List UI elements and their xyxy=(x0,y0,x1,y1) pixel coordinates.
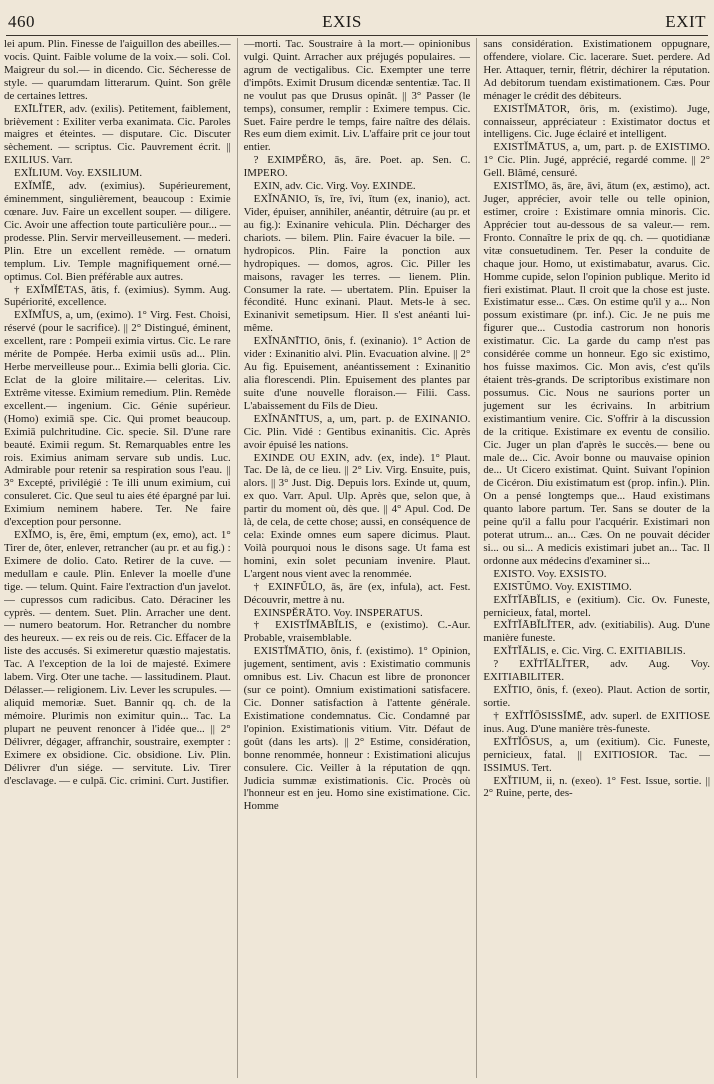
dictionary-entry: EXĪLĬTER, adv. (exilis). Petitement, faiblement, brièvement : Exiliter verba exanimata. Cic. Paroles maigres et éteintes. — disputare. Cic. Discuter sèchement. — scriptus. Cic. Pauvrement écrit. || EXILIUS. Varr. xyxy=(4,102,231,167)
column-right xyxy=(483,38,710,1078)
header-rule xyxy=(6,35,708,36)
dictionary-entry: † EXINFŬLO, ās, āre (ex, infula), act. Fest. Découvrir, mettre à nu. xyxy=(243,580,471,606)
dictionary-entry: EXISTO. Voy. EXSISTO. xyxy=(493,567,607,580)
dictionary-entry: EXISTĬMĀTOR, ōris, m. (existimo). Juge, connaisseur, appréciateur : Existimator doctus et intelligens. Cic. Juge éclairé et intelligent. xyxy=(483,102,710,141)
dictionary-entry: EXĬNĀNIO, īs, īre, īvi, ītum (ex, inanio), act. Vider, épuiser, annihiler, anéantir, détruire (au pr. et au fig.): Exinanire vehicula. Plin. Décharger des chariots. — bilem. Plin. Faire évacuer la bile. — hydropicos. Plin. Faire la ponction aux hydropiques. — domos, agros. Cic. Piller les maisons, ravager les terres. — lienem. Plin. Consumer la rate. — ubertatem. Plin. Epuiser la fécondité. Hunc exinani. Plaut. Mets-le à sec. Exinanivit semetipsum. Hier. Il s'est anéanti lui-même. xyxy=(243,193,471,335)
dictionary-entry: † EXĬMĬĒTAS, ātis, f. (eximius). Symm. Aug. Supériorité, excellence. xyxy=(4,283,231,309)
dictionary-entry: EXĬTĬĀBĬLIS, e (exitium). Cic. Ov. Funeste, pernicieux, fatal, mortel. xyxy=(483,593,710,619)
dictionary-entry: EXĬNĀNĪTUS, a, um, part. p. de EXINANIO. Cic. Plin. Vidé : Gentibus exinanitis. Cic. Après avoir épuisé les nations. xyxy=(243,412,471,451)
entry-continuation: —morti. Tac. Soustraire à la mort.— opinionibus vulgi. Quint. Arracher aux préjugés populaires. — agrum de vectigalibus. Cic. Exempter une terre d'impôts. Eximit Drusum dicendæ sententiæ. Tac. Il ne voulut pas que Drusus opinât. || 3° Passer (le temps), consumer, remplir : Eximere tempus. Cic. Suet. Faire perdre le temps, faire naître des délais. Res eum diem eximit. Liv. L'affaire prit ce jour tout entier. xyxy=(243,38,471,154)
entry-continuation: lei apum. Plin. Finesse de l'aiguillon des abeilles.— vocis. Quint. Faible volume de la voix.— soli. Col. Maigreur du sol.— in dicendo. Cic. Sécheresse de style. — quarumdam litterarum. Quint. Son grêle de certaines lettres. xyxy=(4,38,231,102)
dictionary-entry: † EXĬTĬŌSISSĬMĒ, adv. superl. de EXITIOSE inus. Aug. D'une manière très-funeste. xyxy=(483,709,710,735)
header-right-word: EXIT xyxy=(665,12,706,31)
dictionary-entry: EXĬMĬUS, a, um, (eximo). 1° Virg. Fest. Choisi, réservé (pour le sacrifice). || 2° Distingué, éminent, excellent, rare : Pompeii eximia virtus. Cic. Le rare mérite de Pompée. Herba eximii usūs ad... Plin. Herbe merveilleuse pour... Eximia belli gloria. Cic. Eclat de la gloire militaire.— celeritas. Liv. Extrême vitesse. Eximium remedium. Plin. Remède excellent.— ingenium. Cic. Génie supérieur. (Homo) eximiā spe. Cic. Qui promet beaucoup. Eximiā pulchritudine. Cic. specie. Sil. D'une rare beauté. Eximii regum. St. Remarquables entre les rois. Eximius animam servare sub undis. Luc. Admirable pour retenir sa respiration sous l'eau. || 3° Excepté, privilégié : Te illi unum eximium, cui consuleret. Cic. Que seul tu aies été épargné par lui. Eximium neminem habere. Ter. Ne faire d'exception pour personne. xyxy=(4,309,231,529)
page-number: 460 xyxy=(8,12,35,31)
dictionary-entry: EXIN, adv. Cic. Virg. Voy. EXINDE. xyxy=(253,180,416,193)
dictionary-entry: EXĬTĬĀBĬLĬTER, adv. (exitiabilis). Aug. D'une manière funeste. xyxy=(483,619,710,645)
dictionary-entry: EXĬLIUM. Voy. EXSILIUM. xyxy=(14,167,143,180)
entry-continuation: sans considération. Existimationem oppugnare, offendere, violare. Cic. lacerare. Suet. perdere. Ad Her. Attaquer, ternir, flétrir, déchirer la réputation. Ad debitorum tuendam existimationem. Cæs. Pour ménager le crédit des débiteurs. xyxy=(483,38,710,102)
dictionary-entry: EXISTŬMO. Voy. EXISTIMO. xyxy=(493,580,632,593)
dictionary-entry: EXĬTIUM, ii, n. (exeo). 1° Fest. Issue, sortie. || 2° Ruine, perte, des- xyxy=(483,774,710,800)
column-divider xyxy=(476,38,477,1078)
dictionary-entry: EXĬTĬŌSUS, a, um (exitium). Cic. Funeste, pernicieux, fatal. || EXITIOSIOR. Tac. — ISSIMUS. Tert. xyxy=(483,735,710,774)
dictionary-entry: EXĬTĬĀLIS, e. Cic. Virg. C. EXITIABILIS. xyxy=(493,645,686,658)
dictionary-entry: † EXISTĬMĀBĬLIS, e (existimo). C.-Aur. Probable, vraisemblable. xyxy=(243,619,471,645)
columns xyxy=(4,38,710,1078)
column-middle xyxy=(244,38,471,1078)
dictionary-entry: EXĬMĬĒ, adv. (eximius). Supérieurement, éminemment, singulièrement, beaucoup : Eximie cœnare. Juv. Faire un excellent souper. — diligere. Cic. Avoir une affection toute particulière pour... — prodesse. Plin. Servir merveilleusement. — mederi. Plin. Etre un excellent remède. — ornatum templum. Liv. Temple magnifiquement orné.— optimus. Col. Bien préférable aux autres. xyxy=(4,180,231,283)
dictionary-entry: EXISTĬMO, ās, āre, āvi, ātum (ex, æstimo), act. Juger, apprécier, avoir telle ou telle opinion, estimer, croire : Existimare omnia minoris. Cic. Apprécier tout au-dessous de sa valeur.— rem. Fronto. Connaître le prix de qq. ch. — quotidianæ vitæ consuetudinem. Ter. Peser la conduite de chaque jour. Homo, ut existimabatur, avarus. Cic. Homme cupide, selon l'opinion publique. Merito id fieri existimat. Plaut. Il croit que la chose est juste. Existimatur esse... Cæs. On estime qu'il y a... Non possum existimare (pr. inf.). Cic. Je ne puis me figurer que... Custodia castrorum non honoris existimatur. Cic. La garde du camp n'est pas considérée comme un honneur. Ego sic existimo, hos fuisse maximos. Cic. Mon avis, c'est qu'ils étaient très-grands. De scriptoribus existimare non possumus. Cic. Nous ne saurions porter un jugement sur les écrivains. In arbitrium existimantium venire. Cic. S'offrir à la discussion de la critique. Existimare ex eventu de consilio. Cic. Juger un plan d'après le succès.— bene ou male de... Cic. Avoir bonne ou mauvaise opinion de... Ut Cicero existimat. Quint. Suivant l'opinion de Cicéron. Diu existimatum est (prop. infin.). Plin. On a pensé longtemps que... Haud existimans quanto labore partum. Ter. Sans se douter de la peine qu'il a fallu pour l'acquérir. Existimari non poterat utrum... an... Cæs. On ne pouvait décider si... ou si... A medicis existimari jubet an... Tac. Il ordonne aux médecins d'examiner si... xyxy=(483,180,710,567)
dictionary-entry: ? EXĬTĬĀLĬTER, adv. Aug. Voy. EXITIABILITER. xyxy=(483,658,710,684)
running-header xyxy=(4,2,710,35)
column-left xyxy=(4,38,231,1078)
dictionary-entry: EXINDE OU EXIN, adv. (ex, inde). 1° Plaut. Tac. De là, de ce lieu. || 2° Liv. Virg. Ensuite, puis, alors. || 3° Just. Dig. Depuis lors. Exinde ut, quum, ex quo. Varr. Apul. Ulp. Après que, selon que, à partir du moment où, dès que. || 4° Apul. Cod. De là, de cela, de cette chose; aussi, en conséquence de cela: Exinde omnes eum sapere dicimus. Plaut. Voilà pourquoi nous le disons sage. Ut fama est homini, exin solet pecuniam invenire. Plaut. L'argent nous vient avec la renommée. xyxy=(243,451,471,580)
dictionary-entry: EXĬMO, is, ĕre, ēmi, emptum (ex, emo), act. 1° Tirer de, ôter, enlever, retrancher (au pr. et au fig.) : Eximere de dolio. Cato. Retirer de la cuve. — medullam e caule. Plin. Enlever la moelle d'une tige. — telum. Quint. Faire l'extraction d'un javelot. — cupressos cum radicibus. Cato. Déraciner les cyprès. — dentem. Suet. Plin. Arracher une dent. — numero beatorum. Hor. Retrancher du nombre des heureux. — ex reis ou de reis. Cic. Effacer de la liste des accusés. Si eximeretur quæstio majestatis. Tac. A l'exception de la loi de majesté. Eximere labem. Virg. Oter une tache. — lassitudinem. Plaut. Délasser.— religionem. Liv. Lever les scrupules. — aliquid memoriæ. Suet. Bannir qq. ch. de la mémoire. Plurimis non eximitur quin... Tac. La plupart ne peuvent renoncer à l'idée que... || 2° Délivrer, dégager, affranchir, soustraire, exempter : Eximere ex obsidione. Cic. obsidione. Liv. Plin. Délivrer d'un siége. — servitute. Liv. Tirer d'esclavage. — e culpā. Cic. crimini. Curt. Justifier. xyxy=(4,529,231,787)
dictionary-entry: ? EXIMPĔRO, ās, āre. Poet. ap. Sen. C. IMPERO. xyxy=(243,154,471,180)
dictionary-entry: EXINSPĔRĀTO. Voy. INSPERATUS. xyxy=(253,606,423,619)
dictionary-entry: EXĬTIO, ōnis, f. (exeo). Plaut. Action de sortir, sortie. xyxy=(483,684,710,710)
dictionary-entry: EXISTĬMĀTUS, a, um, part. p. de EXISTIMO. 1° Cic. Plin. Jugé, apprécié, regardé comme. || 2° Gell. Blâmé, censuré. xyxy=(483,141,710,180)
header-center-word: EXIS xyxy=(322,12,362,31)
dictionary-entry: EXISTĬMĀTIO, ōnis, f. (existimo). 1° Opinion, jugement, sentiment, avis : Existimatio communis omnibus est. Liv. Chacun est libre de prononcer (sur ce point). Omnium existimationi satisfacere. Cic. Donner satisfaction à l'attente générale. Existimatione condemnatus. Cic. Condamné par l'opinion. Existimationis vitium. Vitr. Défaut de goût (dans les arts). || 2° Estime, considération, bonne renommée, honneur : Existimationi alicujus consulere. Cic. Veiller à la réputation de qqn. Judicia summæ existimationis. Cic. Procès où l'honneur est en jeu. Homo sine existimatione. Cic. Homme xyxy=(243,645,471,813)
dictionary-entry: EXĬNĀNĪTIO, ōnis, f. (exinanio). 1° Action de vider : Exinanitio alvi. Plin. Evacuation alvine. || 2° Au fig. Epuisement, anéantissement : Exinanitio alia florescendi. Plin. Epuisement des plantes par suite d'une nouvelle floraison.— Filii. Cass. L'abaissement du Fils de Dieu. xyxy=(243,335,471,412)
column-divider xyxy=(237,38,238,1078)
